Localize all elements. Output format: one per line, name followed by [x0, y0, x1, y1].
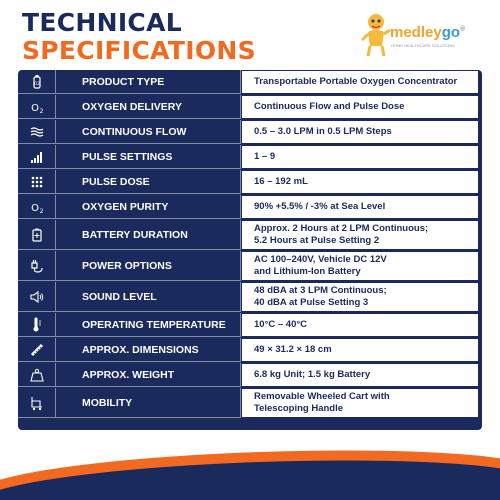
spec-value: Removable Wheeled Cart with Telescoping Handle [242, 389, 478, 417]
logo-tagline: HOME HEALTHCARE SOLUTIONS [391, 43, 455, 48]
spec-row [18, 363, 482, 387]
spec-value: 6.8 kg Unit; 1.5 kg Battery [242, 364, 478, 386]
logo-l-glyph: l [420, 24, 426, 41]
spec-row [18, 251, 482, 281]
page-title [22, 10, 256, 63]
svg-text:O2: O2 [33, 80, 40, 86]
spec-value: Continuous Flow and Pulse Dose [242, 96, 478, 118]
spec-value: 48 dBA at 3 LPM Continuous; 40 dBA at Pulse Setting 3 [242, 283, 478, 311]
spec-value: 49 × 31.2 × 18 cm [242, 339, 478, 361]
spec-row [18, 120, 482, 144]
power-plug-icon [18, 251, 56, 281]
spec-label: OXYGEN PURITY [56, 195, 241, 219]
o2-icon [18, 95, 56, 119]
spec-label: CONTINUOUS FLOW [56, 120, 241, 144]
spec-table [18, 70, 482, 430]
spec-value: 0.5 – 3.0 LPM in 0.5 LPM Steps [242, 121, 478, 143]
spec-value: Approx. 2 Hours at 2 LPM Continuous; 5.2 Hours at Pulse Setting 2 [242, 221, 478, 249]
title-line-2: SPECIFICATIONS [22, 36, 256, 65]
spec-row [18, 95, 482, 119]
spec-row [18, 282, 482, 312]
spec-label: SOUND LEVEL [56, 282, 241, 312]
spec-label: OPERATING TEMPERATURE [56, 313, 241, 337]
dots-grid-icon [18, 170, 56, 194]
spec-label: PRODUCT TYPE [56, 70, 241, 94]
spec-row [18, 170, 482, 194]
title-line-1: TECHNICAL [22, 8, 182, 37]
spec-value: 90% +5.5% / -3% at Sea Level [242, 196, 478, 218]
spec-row [18, 388, 482, 418]
cartoon-mascot-icon [360, 12, 394, 58]
spec-row [18, 195, 482, 219]
oxygen-tank-icon [18, 70, 56, 94]
spec-value: 16 – 192 mL [242, 171, 478, 193]
spec-label: PULSE DOSE [56, 170, 241, 194]
cart-icon [18, 388, 56, 418]
brand-logo [360, 10, 490, 60]
thermometer-icon [18, 313, 56, 337]
svg-text:O: O [30, 102, 39, 114]
spec-label: APPROX. DIMENSIONS [56, 338, 241, 362]
logo-wordmark: medleygo® [390, 24, 466, 41]
battery-icon [18, 220, 56, 250]
spec-row [18, 313, 482, 337]
spec-value: AC 100–240V, Vehicle DC 12V and Lithium-Ion Battery [242, 252, 478, 280]
signal-bars-icon [18, 145, 56, 169]
wave-icon [18, 120, 56, 144]
spec-label: POWER OPTIONS [56, 251, 241, 281]
svg-text:2: 2 [39, 107, 43, 115]
svg-text:O: O [30, 202, 39, 214]
spec-label: OXYGEN DELIVERY [56, 95, 241, 119]
spec-label: PULSE SETTINGS [56, 145, 241, 169]
spec-row [18, 70, 482, 94]
weight-icon [18, 363, 56, 387]
speaker-icon [18, 282, 56, 312]
spec-value: 1 – 9 [242, 146, 478, 168]
spec-row [18, 220, 482, 250]
spec-row [18, 145, 482, 169]
o2-icon [18, 195, 56, 219]
spec-label: APPROX. WEIGHT [56, 363, 241, 387]
spec-value: Transportable Portable Oxygen Concentrator [242, 71, 478, 93]
svg-text:2: 2 [39, 207, 43, 215]
ruler-icon [18, 338, 56, 362]
spec-label: MOBILITY [56, 388, 241, 418]
spec-label: BATTERY DURATION [56, 220, 241, 250]
spec-value: 10°C – 40°C [242, 314, 478, 336]
spec-row [18, 338, 482, 362]
